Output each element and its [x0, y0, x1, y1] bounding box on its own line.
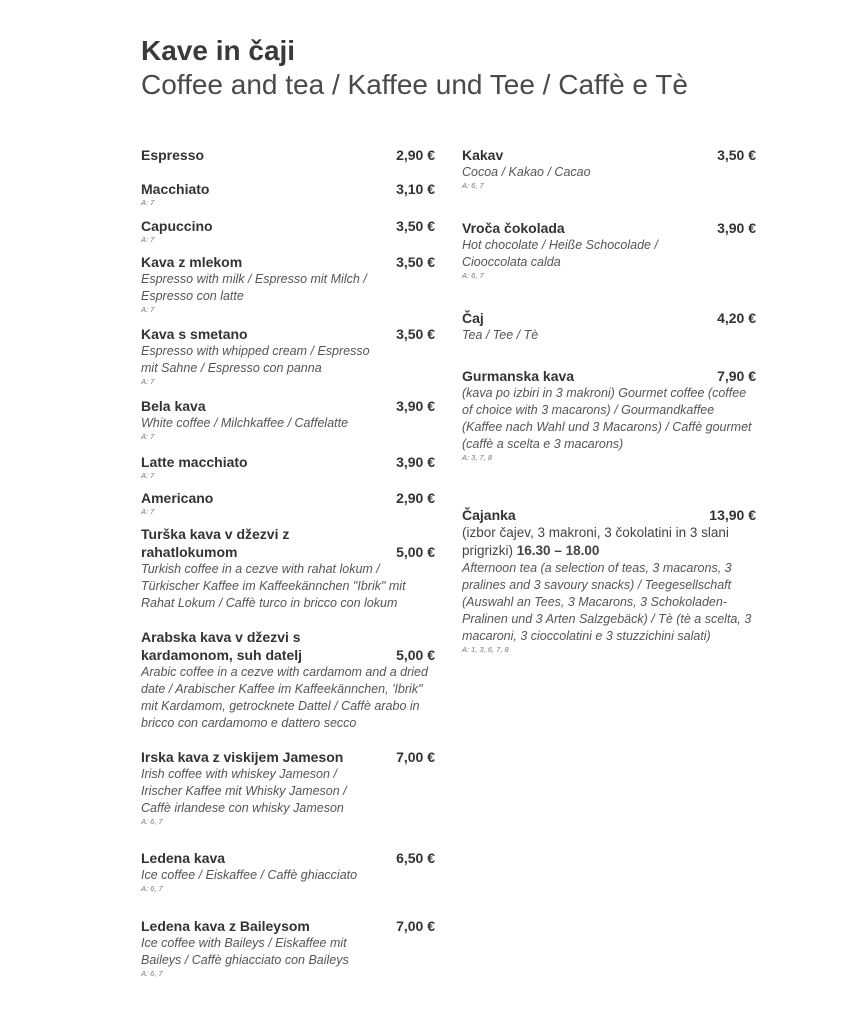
item-price: 3,50 € — [396, 254, 435, 270]
item-name: Ledena kava z Baileysom — [141, 918, 310, 934]
item-allergens: A: 6, 7 — [141, 817, 163, 826]
item-name: Gurmanska kava — [462, 368, 575, 384]
item-price: 3,10 € — [396, 181, 435, 197]
item-price: 3,90 € — [396, 454, 435, 470]
item-name: Kava s smetano — [141, 326, 248, 342]
item-allergens: A: 7 — [141, 198, 155, 207]
item-description: Hot chocolate / Heiße Schocolade / Ciooccolata calda — [462, 238, 658, 269]
menu-item-ledena-kava-baileys — [141, 917, 435, 985]
page-title: Kave in čaji — [141, 35, 296, 66]
item-subtitle — [462, 524, 756, 560]
item-price: 3,50 € — [396, 326, 435, 342]
menu-item-turska-kava — [141, 525, 435, 628]
item-description: Turkish coffee in a cezve with rahat lokum / Türkischer Kaffee im Kaffeekännchen "Ibrik" mit Rahat Lokum / Caffè turco in bricco con lokum — [141, 562, 406, 610]
menu-item-macchiato — [141, 180, 435, 217]
menu-column-left — [141, 146, 435, 985]
item-name: Bela kava — [141, 398, 206, 414]
menu-column-right — [462, 146, 756, 656]
item-name: Čaj — [462, 310, 484, 326]
menu-item-espresso — [141, 146, 435, 180]
item-price: 7,90 € — [717, 368, 756, 384]
item-price: 13,90 € — [709, 507, 756, 523]
item-allergens: A: 7 — [141, 432, 155, 441]
page-subtitle: Coffee and tea / Kaffee und Tee / Caffè e Tè — [141, 69, 688, 100]
item-description: Ice coffee / Eiskaffee / Caffè ghiacciato — [141, 868, 358, 882]
item-price: 3,50 € — [396, 218, 435, 234]
item-price: 5,00 € — [396, 544, 435, 560]
menu-item-kava-z-mlekom — [141, 253, 435, 325]
item-allergens: A: 6, 7 — [462, 271, 484, 280]
item-price: 7,00 € — [396, 918, 435, 934]
item-description: Espresso with milk / Espresso mit Milch / Espresso con latte — [141, 272, 367, 303]
item-description: White coffee / Milchkaffee / Caffelatte — [141, 416, 349, 430]
page-header — [141, 34, 821, 102]
item-allergens: A: 6, 7 — [141, 969, 163, 978]
item-allergens: A: 3, 7, 8 — [462, 453, 493, 462]
item-price: 2,90 € — [396, 147, 435, 163]
item-name: Vroča čokolada — [462, 220, 565, 236]
menu-item-gurmanska-kava — [462, 367, 756, 506]
menu-item-ledena-kava — [141, 849, 435, 917]
menu-item-vroca-cokolada — [462, 219, 756, 309]
item-description: Irish coffee with whiskey Jameson / Irischer Kaffee mit Whisky Jameson / Caffè irlandese con whisky Jameson — [141, 767, 347, 815]
item-description: Espresso with whipped cream / Espresso mit Sahne / Espresso con panna — [141, 344, 370, 375]
item-name: Arabska kava v džezvi s kardamonom, suh datelj — [141, 629, 303, 663]
menu-item-capuccino — [141, 217, 435, 253]
item-price: 3,90 € — [717, 220, 756, 236]
item-contents: (izbor čajev, 3 makroni, 3 čokolatini in 3 slani prigrizki) — [462, 525, 729, 558]
item-name: Latte macchiato — [141, 454, 248, 470]
item-description: Arabic coffee in a cezve with cardamom and a dried date / Arabischer Kaffee im Kaffeekännchen, 'Ibrik" mit Kardamom, getrocknete Dattel / Caffè arabo in bricco con cardamomo e dattero secco — [141, 665, 428, 730]
item-price: 6,50 € — [396, 850, 435, 866]
menu-item-kava-s-smetano — [141, 325, 435, 397]
menu-item-americano — [141, 489, 435, 525]
menu-item-kakav — [462, 146, 756, 219]
item-allergens: A: 7 — [141, 377, 155, 386]
menu-item-caj — [462, 309, 756, 367]
item-allergens: A: 7 — [141, 507, 155, 516]
item-name: Čajanka — [462, 507, 516, 523]
menu-item-arabska-kava — [141, 628, 435, 748]
item-name: Macchiato — [141, 181, 210, 197]
item-price: 3,90 € — [396, 398, 435, 414]
item-description: Cocoa / Kakao / Cacao — [462, 165, 591, 179]
item-name: Americano — [141, 490, 214, 506]
item-name: Turška kava v džezvi z rahatlokumom — [141, 526, 290, 560]
item-name: Ledena kava — [141, 850, 226, 866]
menu-item-irska-kava — [141, 748, 435, 849]
item-name: Kava z mlekom — [141, 254, 243, 270]
item-description: (kava po izbiri in 3 makroni) Gourmet coffee (coffee of choice with 3 macarons) / Gourmandkaffee (Kaffee nach Wahl und 3 Macarons) / Caffè gourmet (caffè a scelta e 3 macarons) — [462, 386, 752, 451]
item-price: 7,00 € — [396, 749, 435, 765]
item-name: Capuccino — [141, 218, 213, 234]
item-allergens: A: 6, 7 — [462, 181, 484, 190]
item-description: Tea / Tee / Tè — [462, 328, 539, 342]
item-price: 3,50 € — [717, 147, 756, 163]
item-name: Kakav — [462, 147, 504, 163]
item-allergens: A: 6, 7 — [141, 884, 163, 893]
serving-time: 16.30 – 18.00 — [516, 543, 600, 558]
item-allergens: A: 7 — [141, 471, 155, 480]
item-price: 2,90 € — [396, 490, 435, 506]
item-allergens: A: 1, 3, 6, 7, 8 — [462, 645, 509, 654]
item-name: Espresso — [141, 147, 205, 163]
menu-item-cajanka — [462, 506, 756, 656]
item-description: Ice coffee with Baileys / Eiskaffee mit Baileys / Caffè ghiacciato con Baileys — [141, 936, 349, 967]
menu-item-latte-macchiato — [141, 453, 435, 489]
item-allergens: A: 7 — [141, 235, 155, 244]
item-price: 4,20 € — [717, 310, 756, 326]
item-allergens: A: 7 — [141, 305, 155, 314]
item-name: Irska kava z viskijem Jameson — [141, 749, 344, 765]
item-description: Afternoon tea (a selection of teas, 3 macarons, 3 pralines and 3 savoury snacks) / Teegesellschaft (Auswahl an Tees, 3 Macarons, 3 Schokoladen-Pralinen und 3 Arten Salzgebäck) / Tè (tè a scelta, 3 macaroni, 3 cioccolatini e 3 stuzzichini salati) — [462, 561, 752, 643]
menu-item-bela-kava — [141, 397, 435, 453]
item-price: 5,00 € — [396, 647, 435, 663]
